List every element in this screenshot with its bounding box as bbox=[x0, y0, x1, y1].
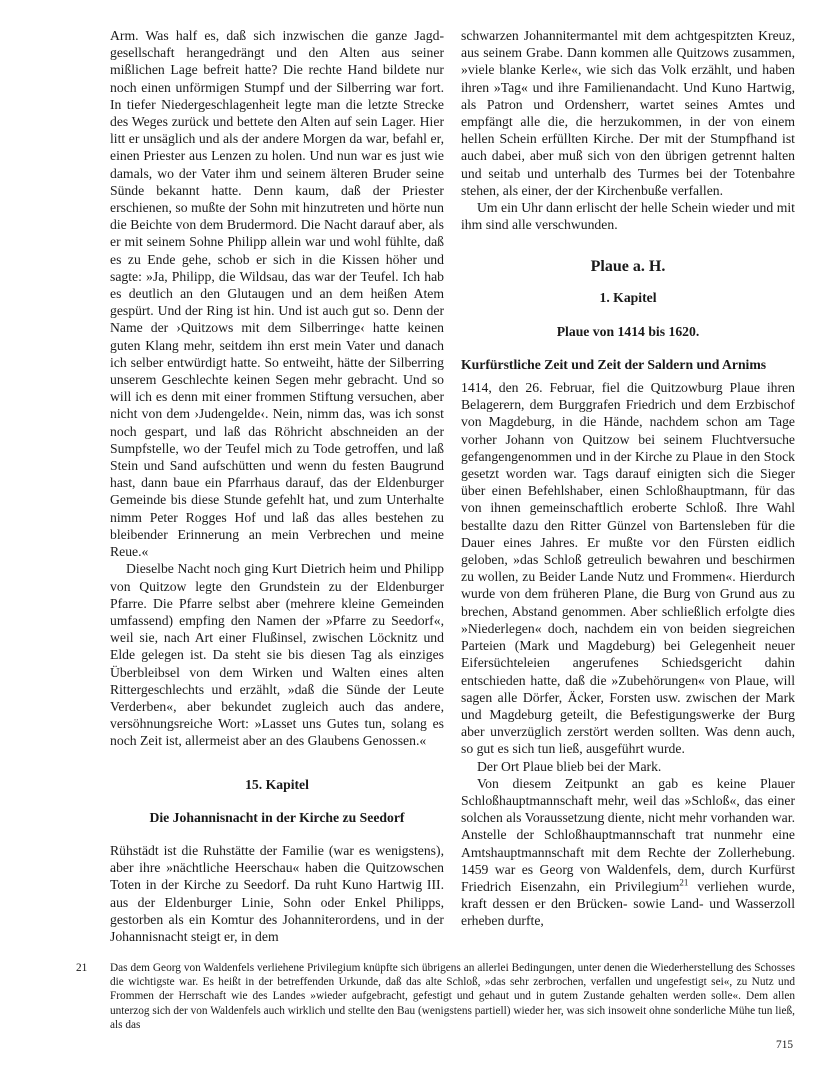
paragraph: Rühstädt ist die Ruhstätte der Familie (war es wenigstens), aber ihre »nächtliche Heerschau« haben die Quitzowschen Toten in der Kirche zu Seedorf. Da ruht Kuno Hartwig III. aus der Eldenburger Linie, Sohn oder Enkel Philipps, gestorben als ein Komtur des Johanniterordens, und in der Johannisnacht steigt er, in dem bbox=[110, 842, 444, 944]
chapter-title: Die Johannisnacht in der Kirche zu Seedorf bbox=[149, 809, 405, 825]
footnote-text: Das dem Georg von Waldenfels verliehene Privilegium knüpfte sich übrigens an allerlei Bedingungen, unter denen die Wiederherstellung des Schosses die wichtigste war. Es heißt in der betreffenden Urkunde, daß das alte Schloß, »das sehr zerbrochen, verfallen und ungefestigt sei«, zu Nutz und Frommen der Herrschaft wie des Landes »wieder aufgebracht, gefestigt und gehaut und in gutem Zustande gehalten werden solle«. Dem allen unterzog sich der von Waldenfels auch wirklich und stellte den Bau (wenigstens partiell) wieder her, was sich insoweit ohne sonderliche Mühe tun ließ, als das bbox=[110, 962, 795, 1031]
paragraph: schwarzen Johannitermantel mit dem achtgespitzten Kreuz, aus seinem Grabe. Dann kommen alle Quitzows zusammen, »viele blanke Kerle«, wie sich das Volk erzählt, und haben ihren »Tag« und ihre Familienandacht. Und Kuno Hartwig, als Patron und Ordensherr, wartet seines Amtes und empfängt alle die, die herzukommen, in der von einem hellen Schein erfüllten Kirche. Der mit der Stumpfhand ist auch dabei, aber muß sich von den übrigen getrennt halten und seitab und unterhalb des Turmes bei der Totenbahre stehen, als einer, der der Kirchenbuße verfallen. bbox=[461, 28, 795, 198]
footnote-number: 21 bbox=[76, 962, 88, 974]
subheading: Kurfürstliche Zeit und Zeit der Saldern und Arnims bbox=[461, 356, 767, 372]
section-title: Plaue a. H. bbox=[590, 258, 666, 276]
paragraph: 1414, den 26. Februar, fiel die Quitzowburg Plaue ihren Belagerern, dem Burggrafen Friedrich und dem Erzbischof von Magdeburg, in die Hände, nachdem schon am Tage vorher Johann von Quitzow bei seinem Fluchtversuche gefangengenommen und in der Kirche zu Plaue in den Stock gesetzt worden war. Tags darauf einigten sich die Sieger über einen Befehlshaber, einen Schloßhauptmann, für das von ihnen gemeinschaftlich eroberte Schloß. Ihre Wahl bestallte dazu den Ritter Günzel von Bartensleben für die Dauer eines Jahres. Er mußte vor den Fürsten eidlich geloben, »das Schloß getreulich bewahren und beschirmen zu wollen, zu Beider Lande Nutz und Frommen«. Hierdurch wurde von dem früheren Plane, die Burg von Grund aus zu brechen, Abstand genommen. Aber schließlich erfolgte dies »Niederlegen« doch, nachdem ein von beiden siegreichen Parteien (Mark und Magdeburg) bei Gelegenheit neuer Eifersüchteleien angerufenes Schiedsgericht dahin entschieden hatte, daß die »Zubehörungen« von Plaue, will sagen alle Dörfer, Äcker, Forsten usw. zwischen der Mark und Magdeburg geteilt, die Befestigungswerke der Burg aber unverzüglich zerstört werden sollten. Was denn auch, so gut es sich tun ließ, ausgeführt wurde. bbox=[461, 380, 795, 757]
paragraph: Dieselbe Nacht noch ging Kurt Dietrich heim und Philipp von Quitzow legte den Grundstein zu der Eldenburger Pfarre. Die Pfarre selbst aber (mehrere kleine Gemeinden umfassend) empfing den Namen der »Pfarre zu Seedorf«, weil sie, nach Art einer Flußinsel, zwischen Löcknitz und Elde gelegen ist. Da steht sie bis diesen Tag als einziges Überbleibsel von dem Wirken und Walten eines alten Rittergeschlechts und erzählt, »daß die Sünde der Leute Verderben«, aber bekundet zugleich auch das andere, versöhnungsreiche Wort: »Lasset uns Gutes tun, solang es noch Zeit ist, allermeist aber an des Glaubens Genossen.« bbox=[110, 561, 444, 749]
left-column bbox=[110, 27, 444, 945]
chapter-title: Plaue von 1414 bis 1620. bbox=[556, 323, 700, 339]
footnote-reference[interactable]: 21 bbox=[679, 877, 689, 888]
paragraph-text: Von diesem Zeitpunkt an gab es keine Plauer Schloßhauptmannschaft mehr, weil das »Schloß«, das einer solchen als Voraussetzung diente, nicht mehr vorhanden war. Anstelle der Schloßhauptmannschaft trat nunmehr eine Amtshauptmannschaft mit dem Rechte der Zollerhebung. 1459 war es Georg von Waldenfels, dem, durch Kurfürst Friedrich Eisenzahn, ein Privilegium bbox=[461, 775, 795, 894]
chapter-heading: 1. Kapitel bbox=[599, 290, 657, 306]
paragraph-text: verliehen wurde, kraft dessen er den Brücken- sowie Land- und Wasserzoll erheben durfte, bbox=[461, 878, 795, 929]
paragraph: Um ein Uhr dann erlischt der helle Schein wieder und mit ihm sind alle verschwunden. bbox=[461, 200, 795, 233]
page-number: 715 bbox=[776, 1039, 793, 1051]
footnote bbox=[76, 961, 795, 1032]
right-column bbox=[461, 27, 795, 930]
paragraph: Arm. Was half es, daß sich inzwischen die ganze Jagdgesellschaft herangedrängt und den Alten aus seiner mißlichen Lage befreit hatte? Die rechte Hand bildete nur noch einen unförmigen Stumpf und der Silberring war fort. In tiefer Niedergeschlagenheit legte man die letzte Strecke des Weges zurück und bettete den Alten auf sein Lager. Hier litt er unsäglich und als der andere Morgen da war, befahl er, einen Priester aus Lenzen zu holen. Und nun war es just wie damals, wo der Vater ihm und seinem älteren Bruder seine Sünde bekannt hatte. Denn kaum, daß der Priester erschienen, so mußte der Sohn mit hinzutreten und hörte nun die Beichte von dem Brudermord. Die Nacht darauf aber, als er mit seinem Sohne Philipp allein war und wohl fühlte, daß es zu Ende gehe, schob er sich in die Kissen höher und sagte: »Ja, Philipp, die Wildsau, das war der Teufel. Ich hab es deutlich an den Glutaugen und an dem heißen Atem gespürt. Und der Ring ist hin. Und ist auch gut so. Denn der Name der ›Quitzows mit dem Silberringe‹ hatte keinen guten Klang mehr, seitdem ihn erst mein Vater und danach ich selber entwürdigt hatte. So entweiht, hätte der Silberring unserem Geschlechte keinen Segen mehr gebracht. Und so will ich es denn mit einer frommen Stiftung versuchen, aber nicht von dem ›Judengelde‹. Nein, nimm das, was ich sonst noch gespart, und laß das Röhricht abschneiden an der Sumpfstelle, wo der Teufel mich zu Tode getroffen, und laß Stein und Sand aufschütten und wenn du festen Baugrund hast, dann baue ein Pfarrhaus darauf, das der Eldenburger Gemeinde bis diese Stunde gefehlt hat, und zum Unterhalte nimm Peter Rogges Hof und laß das alles bestehen zu bleibender Erinnerung an mein Verbrechen und meine Reue.« bbox=[110, 28, 444, 560]
paragraph: Der Ort Plaue blieb bei der Mark. bbox=[477, 758, 662, 774]
paragraph bbox=[461, 775, 795, 930]
chapter-heading: 15. Kapitel bbox=[245, 776, 309, 792]
